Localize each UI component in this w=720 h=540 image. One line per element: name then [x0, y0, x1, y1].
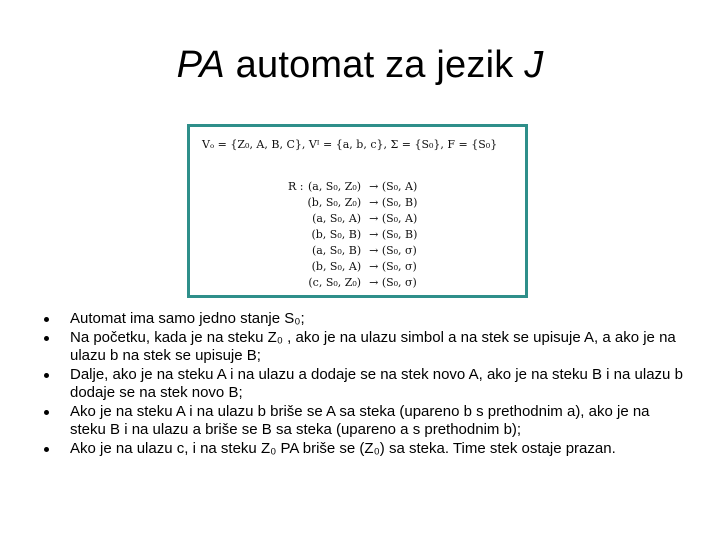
- transition-rules: [286, 179, 421, 291]
- bullet-item: [44, 310, 684, 328]
- formula-image: [187, 124, 528, 298]
- rule-rhs: → (S₀, σ): [369, 244, 417, 257]
- bullet-item: [44, 403, 684, 439]
- rule-row: [286, 211, 421, 227]
- rule-rhs: → (S₀, B): [369, 196, 418, 209]
- bullet-dot-icon: [44, 447, 49, 452]
- rules-table: [286, 179, 421, 291]
- bullet-dot-icon: [44, 410, 49, 415]
- rule-row: [286, 227, 421, 243]
- bullet-text: Automat ima samo jedno stanje S₀;: [70, 310, 305, 327]
- rule-row: [286, 275, 421, 291]
- slide-title: [0, 44, 720, 87]
- rule-rhs: → (S₀, σ): [369, 276, 417, 289]
- title-prefix: PA: [176, 44, 225, 86]
- bullet-item: [44, 366, 684, 402]
- title-middle: automat za jezik: [224, 44, 525, 86]
- rule-rhs: → (S₀, σ): [369, 260, 417, 273]
- automaton-definition: Vₒ = {Z₀, A, B, C}, Vᴵ = {a, b, c}, Σ = {S₀}, F = {S₀}: [202, 138, 498, 151]
- bullet-text: Ako je na steku A i na ulazu b briše se A sa steka (upareno b s prethodnim a), ako je na steku B i na ulazu a briše se B sa steka (upareno a s prethodnim b);: [70, 403, 650, 438]
- bullet-item: [44, 440, 684, 458]
- title-suffix: J: [524, 44, 544, 86]
- rule-lhs: (b, S₀, A): [311, 260, 362, 273]
- bullet-list: [44, 310, 684, 459]
- rule-lhs: (a, S₀, B): [311, 244, 362, 257]
- rule-rhs: → (S₀, A): [369, 212, 418, 225]
- bullet-text: Na početku, kada je na steku Z₀ , ako je na ulazu simbol a na stek se upisuje A, a ako je na ulazu b na stek se upisuje B;: [70, 329, 676, 364]
- bullet-dot-icon: [44, 336, 49, 341]
- rules-prefix: R :: [288, 180, 304, 193]
- bullet-item: [44, 329, 684, 365]
- rule-lhs: (b, S₀, Z₀): [307, 196, 362, 209]
- rule-lhs: (b, S₀, B): [311, 228, 362, 241]
- rule-row: [286, 259, 421, 275]
- bullet-text: Dalje, ako je na steku A i na ulazu a dodaje se na stek novo A, ako je na steku B i na ulazu b dodaje se na stek novo B;: [70, 366, 683, 401]
- rule-lhs: (a, S₀, Z₀): [307, 180, 362, 193]
- bullet-text: Ako je na ulazu c, i na steku Z₀ PA briše se (Z₀) sa steka. Time stek ostaje prazan.: [70, 440, 616, 457]
- bullet-dot-icon: [44, 317, 49, 322]
- bullet-dot-icon: [44, 373, 49, 378]
- rule-rhs: → (S₀, B): [369, 228, 418, 241]
- rule-lhs: (a, S₀, A): [312, 212, 362, 225]
- rule-lhs: (c, S₀, Z₀): [308, 276, 362, 289]
- rule-rhs: → (S₀, A): [369, 180, 418, 193]
- rule-row: [286, 179, 421, 195]
- rule-row: [286, 195, 421, 211]
- rule-row: [286, 243, 421, 259]
